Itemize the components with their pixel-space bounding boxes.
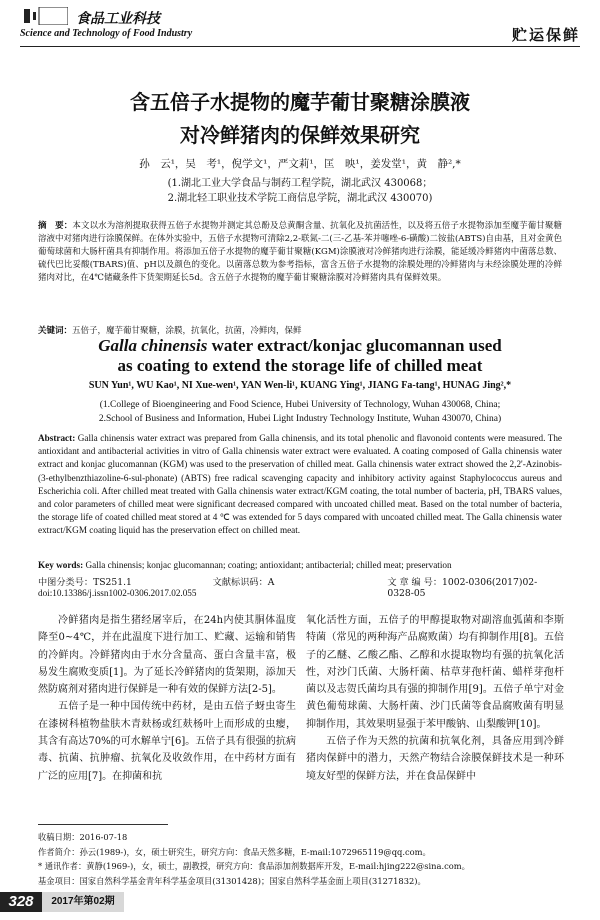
abstract-en-text: Galla chinensis water extract was prepared from Galla chinensis, and its total phenolic and flavonoid contents were measured. The antioxidant and antibacterial activities in vitro of Galla chinensis water extract were evaluated. A coating composed of Galla chinensis water extract and konjac glucomannan (KGM) was used to the preservation of chilled meat. Galla chinensis water extract showed the 2,2'-Azinobis-(3-ethylbenzthiazoline-6-sul-phonate) (ABTS) free radical scavenging capacity and inhibitory activity against Staphylococcus aureus and Escherichia coli. After chilled meat treated with Galla chinensis water extract/KGM coating, the total number of bacteria, pH, TBARS values, and color parameters of chilled meat were significant decreased compared with uncoated chilled meat. Based on the total number of bacteria, the storage life of coated chilled meat stored at 4 ℃ was extended for 5 days compared with uncoated chilled meat. The Galla chinensis water extract/KGM coating liquid has the preservation effect on chilled meat. — [38, 433, 563, 536]
body-column-left — [38, 612, 296, 785]
abstract-cn — [38, 220, 562, 285]
title-en-line1-rest: water extract/konjac glucomannan used — [207, 336, 502, 355]
abstract-cn-text: 本文以水为溶剂提取获得五倍子水提物并测定其总酚及总黄酮含量、抗氧化及抗菌活性，以及将五倍子水提物添加至魔芋葡甘聚糖溶液中对猪肉进行涂膜保鲜。在体外实验中，五倍子水提物可清除2,2-联氮-二(三-乙基-苯并噻唑-6-磺酸)二铵盐(ABTS)自由基，且对金黄色葡萄球菌和大肠杆菌具有抑制作用。将添加五倍子水提物的魔芋葡甘聚糖(KGM)涂膜液对冷鲜猪肉进行涂膜，能延缓冷鲜猪肉中菌落总数、硫代巴比妥酸(TBARS)值、pH以及颜色的变化。以菌落总数为参考指标，富含五倍子水提物的涂膜处理的冷鲜猪肉与未经涂膜处理的冷鲜猪肉对比，在4℃储藏条件下货架期延长5d。含五倍子水提物的魔芋葡甘聚糖涂膜对冷鲜猪肉具有保鲜效果。 — [38, 221, 562, 283]
running-header — [20, 6, 580, 56]
authors-cn: 孙 云¹，吴 考¹，倪学文¹，严文莉¹，匡 映¹，姜发堂¹，黄 静²,* — [139, 158, 461, 170]
keywords-cn-text: 五倍子，魔芋葡甘聚糖，涂膜，抗氧化，抗菌，冷鲜肉，保鲜 — [72, 326, 302, 336]
title-cn-line1: 含五倍子水提物的魔芋葡甘聚糖涂膜液 — [130, 90, 470, 114]
article-title-en — [40, 336, 560, 376]
page-footer — [0, 892, 600, 914]
article-title-cn — [30, 86, 570, 152]
keywords-cn-label: 关键词： — [38, 326, 73, 336]
journal-name-cn: 食品工业科技 — [76, 11, 160, 27]
journal-logo-icon — [20, 6, 72, 26]
authors-en: SUN Yun¹, WU Kao¹, NI Xue-wen¹, YAN Wen-li¹, KUANG Ying¹, JIANG Fa-tang¹, HUNAG Jing²,* — [88, 380, 512, 391]
affiliation-en-1: (1.College of Bioengineering and Food Science, Hubei University of Technology, Wuhan 430068, China; — [99, 400, 501, 410]
affiliation-cn-1: (1.湖北工业大学食品与制药工程学院，湖北武汉 430068； — [167, 178, 433, 189]
document-code: 文献标识码：A — [212, 577, 275, 588]
affiliations-en — [40, 398, 560, 426]
issue-label: 2017年第02期 — [42, 892, 124, 912]
affiliations-cn — [40, 176, 560, 206]
footnote-author: 作者简介：孙云(1989-)，女，硕士研究生，研究方向：食品天然多糖，E-mail:1072965119@qq.com。 — [38, 846, 431, 857]
title-en-species: Galla chinensis — [98, 336, 208, 355]
affiliation-en-2: 2.School of Business and Information, Hubei Light Industry Technology Institute, Wuhan 430070, China) — [98, 414, 502, 424]
body-paragraph: 氧化活性方面，五倍子的甲醇提取物对副溶血弧菌和李斯特菌（常见的两种海产品腐败菌）均有抑制作用[8]。五倍子的乙醚、乙酸乙酯、乙醇和水提取物均有强的抗氧化活性，对沙门氏菌、大肠杆菌、枯草芽孢杆菌、蜡样芽孢杆菌以及志贺氏菌均具有强的抑制作用[9]。五倍子单宁对金黄色葡萄球菌、大肠杆菌、沙门氏菌等食品腐败菌有明显抑制作用，其效果明显强于苯甲酸钠、山梨酸钾[10]。 — [306, 615, 564, 730]
keywords-en-label: Key words: — [38, 560, 84, 570]
affiliation-cn-2: 2.湖北轻工职业技术学院工商信息学院，湖北武汉 430070) — [167, 193, 433, 204]
header-rule — [20, 46, 580, 47]
journal-name-en: Science and Technology of Food Industry — [20, 28, 193, 39]
keywords-en — [38, 560, 562, 570]
abstract-en — [38, 432, 562, 538]
title-en-line2: as coating to extend the storage life of chilled meat — [117, 356, 483, 375]
footnote-funding: 基金项目：国家自然科学基金青年科学基金项目(31301428)；国家自然科学基金面上项目(31271832)。 — [38, 875, 426, 886]
page-number: 328 — [0, 892, 42, 912]
clc-number: 中图分类号：TS251.1 — [38, 577, 132, 588]
abstract-en-label: Abstract: — [38, 433, 76, 443]
title-cn-line2: 对冷鲜猪肉的保鲜效果研究 — [180, 123, 420, 147]
body-paragraph: 五倍子是一种中国传统中药材，是由五倍子蚜虫寄生在漆树科植物盐肤木青麸杨或红麸杨叶上而形成的虫瘿，其含有高达70%的可水解单宁[6]。五倍子具有很强的抗病毒、抗菌、抗肿瘤、抗氧化及收敛作用，在中药材方面有广泛的应用[7]。在抑菌和抗 — [38, 701, 296, 782]
body-column-right — [306, 612, 564, 785]
footnote-rule — [38, 824, 168, 825]
body-paragraph: 冷鲜猪肉是指生猪经屠宰后，在24h内使其胴体温度降至0~4℃，并在此温度下进行加工、贮藏、运输和销售的冷鲜肉。冷鲜猪肉由于水分含量高、蛋白含量丰富，极易发生腐败变质[1]。为了延长冷鲜猪肉的货架期，添加天然防腐剂对猪肉进行保鲜是一种有效的保鲜方法[2-5]。 — [38, 615, 296, 696]
footnotes — [38, 830, 570, 888]
footnote-received: 收稿日期：2016-07-18 — [38, 832, 128, 842]
section-name: 贮运保鲜 — [511, 26, 580, 44]
doi: doi:10.13386/j.issn1002-0306.2017.02.055 — [38, 588, 197, 598]
footnote-corresponding: * 通讯作者：黄静(1969-)，女，硕士，副教授，研究方向：食品添加剂数据库开发，E-mail:hjing222@sina.com。 — [38, 861, 470, 871]
body-paragraph: 五倍子作为天然的抗菌和抗氧化剂，具备应用到冷鲜猪肉保鲜中的潜力，天然产物结合涂膜保鲜技术是一种环境友好型的保鲜方法，并在食品保鲜中 — [306, 736, 564, 782]
abstract-cn-label: 摘 要： — [38, 221, 73, 231]
keywords-en-text: Galla chinensis; konjac glucomannan; coating; antioxidant; antibacterial; chilled meat; preservation — [85, 560, 452, 570]
article-number: 文 章 编 号：1002-0306(2017)02-0328-05 — [387, 577, 538, 599]
keywords-cn — [38, 324, 562, 336]
